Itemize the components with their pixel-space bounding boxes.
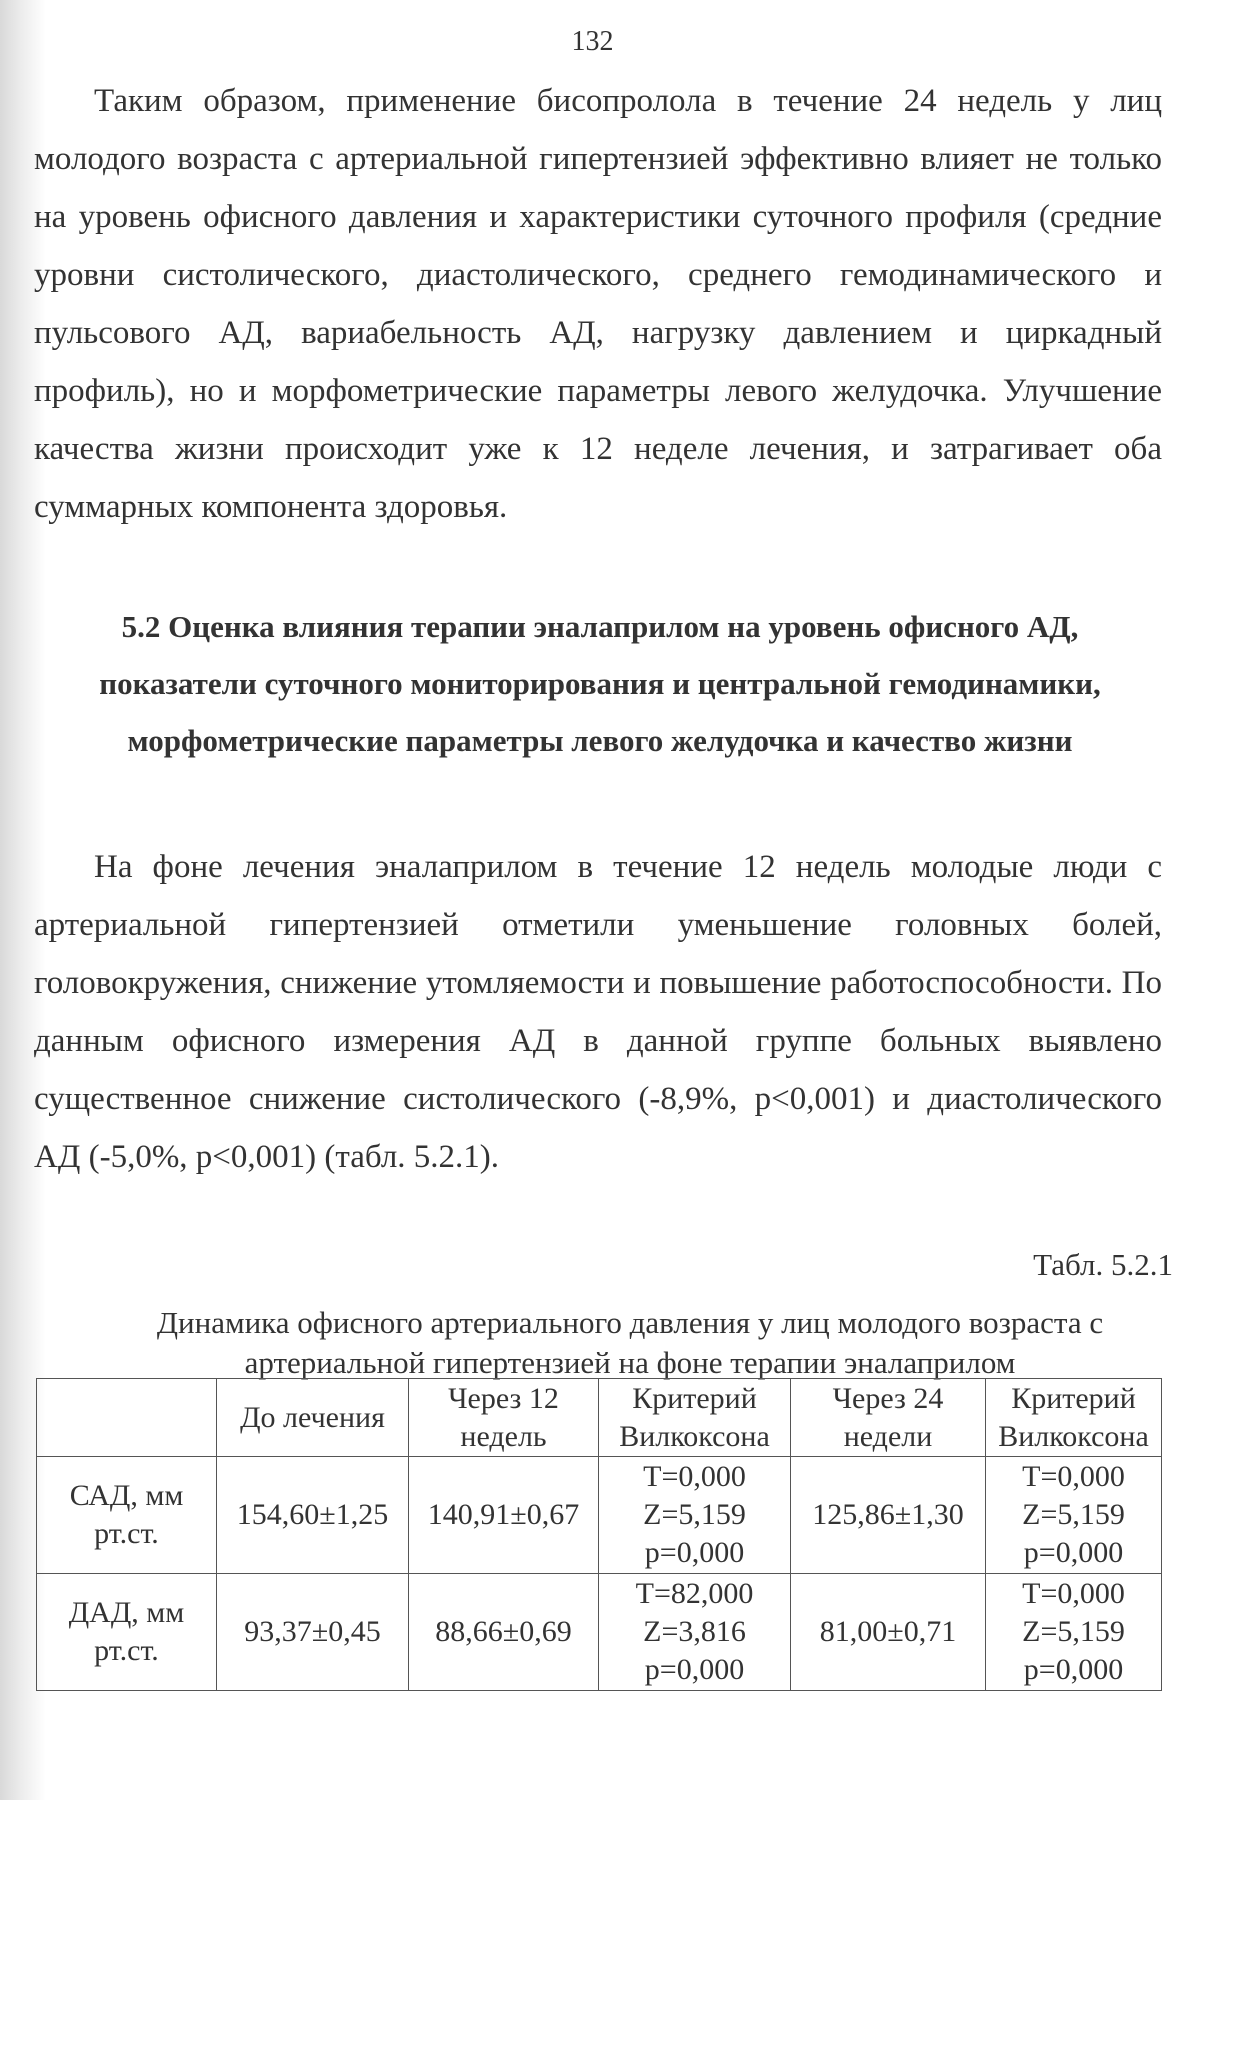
body-paragraph-1: Таким образом, применение бисопролола в течение 24 недель у лиц молодого возраста с артериальной гипертензией эффективно влияет не только на уровень офисного давления и характеристики суточного профиля (средние уровни систолического, диастолического, среднего гемодинамического и пульсового АД, вариабельность АД, нагрузку давлением и циркадный профиль), но и морфометрические параметры левого желудочка. Улучшение качества жизни происходит уже к 12 неделе лечения, и затрагивает оба суммарных компонента здоровья. (34, 83, 1162, 525)
table-header-empty (37, 1379, 217, 1457)
wilcoxon-24-cell (986, 1457, 1162, 1574)
wilcoxon-p: p=0,000 (644, 1653, 745, 1686)
table-header-before: До лечения (217, 1379, 409, 1457)
value-week12: 140,91±0,67 (409, 1457, 599, 1574)
wilcoxon-z: Z=5,159 (1022, 1498, 1125, 1531)
value-week12: 88,66±0,69 (409, 1574, 599, 1691)
table-caption: Динамика офисного артериального давления у лиц молодого возраста с артериальной гипертензией на фоне терапии эналаприлом (156, 1305, 1104, 1380)
table-label: Табл. 5.2.1 (1033, 1247, 1173, 1282)
wilcoxon-z: Z=5,159 (643, 1498, 746, 1531)
value-before: 154,60±1,25 (217, 1457, 409, 1574)
wilcoxon-12-cell (599, 1574, 791, 1691)
row-label: САД, мм рт.ст. (37, 1457, 217, 1574)
wilcoxon-t: T=0,000 (1022, 1460, 1125, 1493)
wilcoxon-24-cell (986, 1574, 1162, 1691)
data-table (36, 1378, 1162, 1691)
body-paragraph-2: На фоне лечения эналаприлом в течение 12 недель молодые люди с артериальной гипертензией отметили уменьшение головных болей, головокружения, снижение утомляемости и повышение работоспособности. По данным офисного измерения АД в данной группе больных выявлено существенное снижение систолического (-8,9%, p<0,001) и диастолического АД (-5,0%, p<0,001) (табл. 5.2.1). (34, 849, 1162, 1175)
table-row (37, 1457, 1162, 1574)
page-number: 132 (571, 26, 614, 57)
wilcoxon-t: T=0,000 (643, 1460, 746, 1493)
table-header-week24: Через 24 недели (791, 1379, 986, 1457)
wilcoxon-p: p=0,000 (1023, 1536, 1124, 1569)
wilcoxon-z: Z=3,816 (643, 1615, 746, 1648)
table-header-wilcoxon12: Критерий Вилкоксона (599, 1379, 791, 1457)
row-label: ДАД, мм рт.ст. (37, 1574, 217, 1691)
section-heading: 5.2 Оценка влияния терапии эналаприлом на уровень офисного АД, показатели суточного мониторирования и центральной гемодинамики, морфометрические параметры левого желудочка и качество жизни (99, 609, 1101, 758)
wilcoxon-12-cell (599, 1457, 791, 1574)
wilcoxon-t: T=82,000 (635, 1577, 754, 1610)
value-week24: 125,86±1,30 (791, 1457, 986, 1574)
wilcoxon-p: p=0,000 (1023, 1653, 1124, 1686)
value-before: 93,37±0,45 (217, 1574, 409, 1691)
table-header-row (37, 1379, 1162, 1457)
wilcoxon-t: T=0,000 (1022, 1577, 1125, 1610)
table-header-wilcoxon24: Критерий Вилкоксона (986, 1379, 1162, 1457)
table-row (37, 1574, 1162, 1691)
wilcoxon-p: p=0,000 (644, 1536, 745, 1569)
wilcoxon-z: Z=5,159 (1022, 1615, 1125, 1648)
table-header-week12: Через 12 недель (409, 1379, 599, 1457)
value-week24: 81,00±0,71 (791, 1574, 986, 1691)
